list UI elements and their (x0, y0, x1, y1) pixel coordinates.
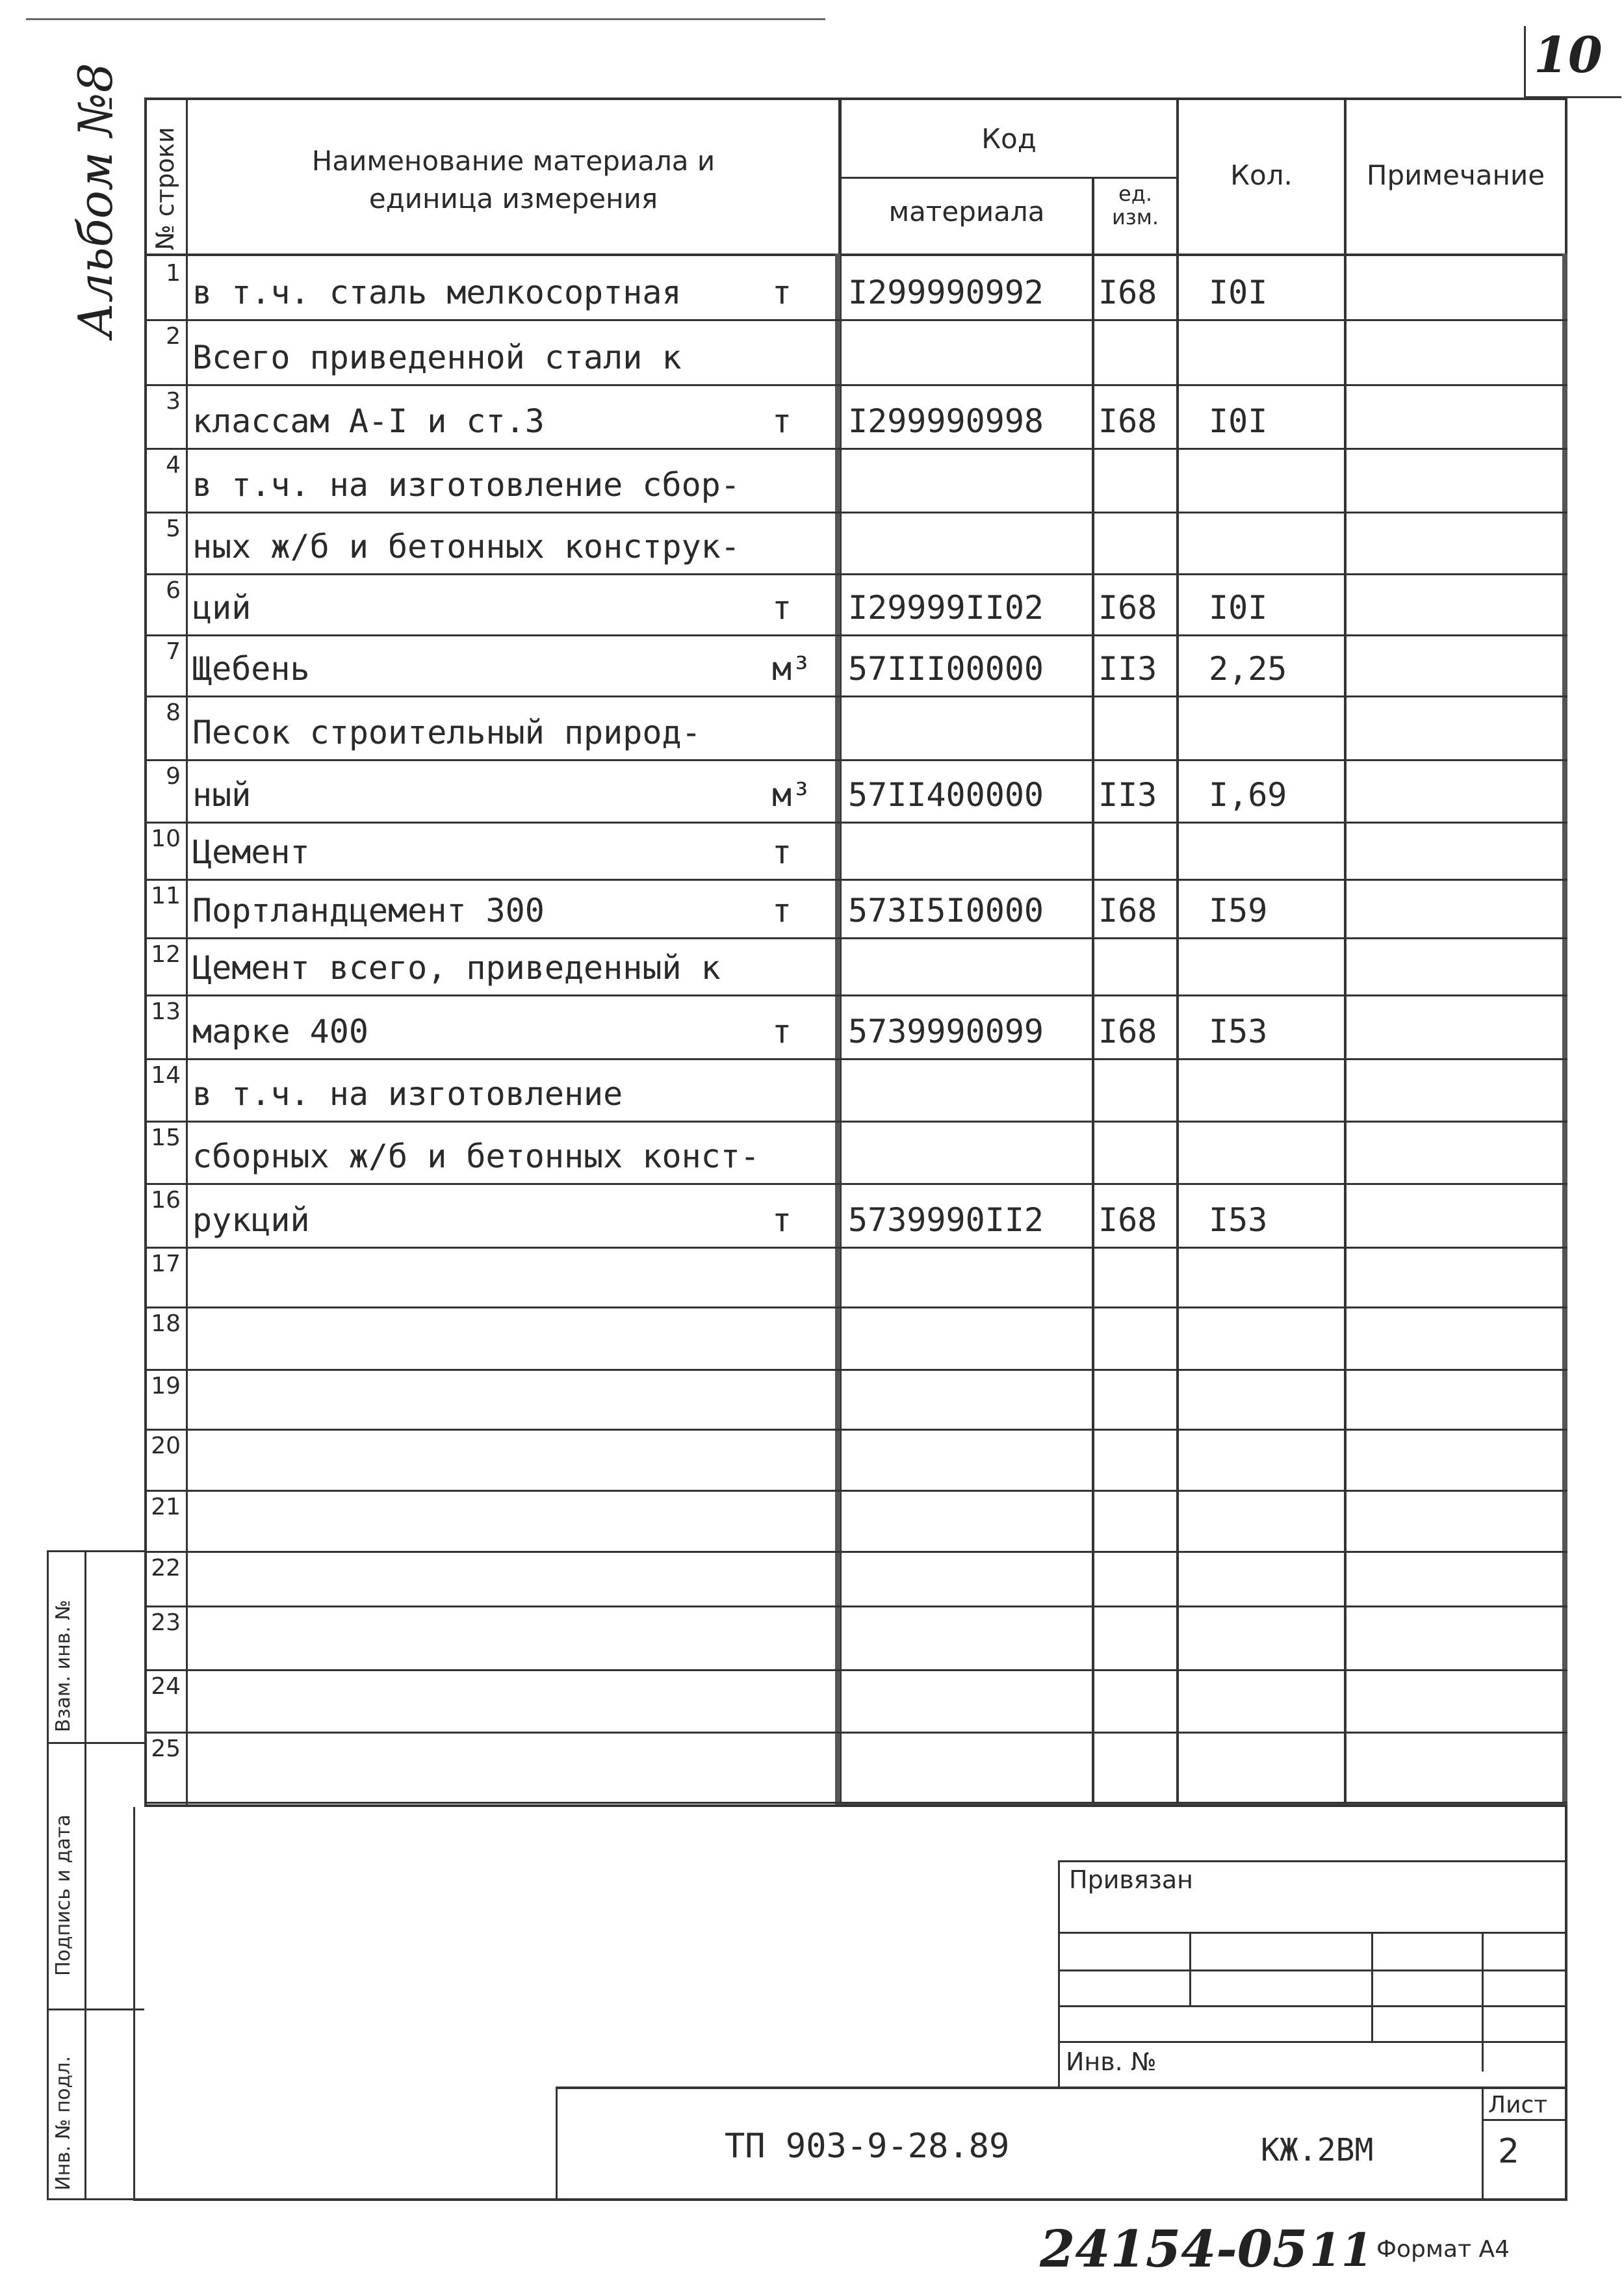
table-row (0, 512, 1624, 573)
row-code: 573I5I0000 (848, 892, 1044, 930)
table-row (0, 879, 1624, 937)
row-unit: т (772, 274, 792, 311)
inv-no-label: Инв. № (1066, 2048, 1157, 2076)
row-number: 6 (166, 577, 181, 604)
table-row (0, 256, 1624, 319)
table-row (0, 1429, 1624, 1490)
main-stamp-top (556, 2086, 1567, 2089)
side-podpis: Подпись и дата (52, 1814, 75, 1976)
side-sep2 (47, 2008, 144, 2010)
priv-grid-v3 (1482, 1932, 1484, 2072)
row-name: Цемент всего, приведенный к (192, 949, 721, 987)
header-rownum: № строки (151, 127, 179, 250)
row-ed: I68 (1098, 402, 1157, 440)
sheet-label: Лист (1488, 2092, 1548, 2118)
sheet-sep-h (1482, 2119, 1567, 2121)
row-code: I299990992 (848, 274, 1044, 311)
header-unit-line2: изм. (1111, 205, 1159, 229)
row-name: сборных ж/б и бетонных конст- (192, 1138, 760, 1175)
side-outer-left (47, 1550, 49, 2200)
table-row (0, 937, 1624, 994)
tb-left (133, 1807, 135, 2200)
row-code: 57III00000 (848, 650, 1044, 688)
priv-grid-h4 (1058, 2041, 1567, 2043)
row-qty: I0I (1209, 274, 1268, 311)
row-number: 14 (151, 1062, 181, 1089)
row-ed: I68 (1098, 1013, 1157, 1050)
top-rule (26, 18, 825, 20)
row-name: Щебень (192, 650, 310, 688)
row-name: Песок строительный природ- (192, 714, 701, 751)
row-number: 25 (151, 1736, 181, 1762)
row-name: Всего приведенной стали к (192, 339, 682, 376)
row-name: рукций (192, 1201, 310, 1239)
row-unit: т (772, 892, 792, 930)
side-vzam: Взам. инв. № (52, 1600, 75, 1732)
row-number: 2 (166, 323, 181, 350)
header-qty: Кол. (1230, 159, 1293, 191)
row-ed: I68 (1098, 1201, 1157, 1239)
row-number: 7 (166, 638, 181, 665)
row-qty: I53 (1209, 1201, 1268, 1239)
row-qty: I,69 (1209, 776, 1287, 814)
table-row (0, 573, 1624, 634)
row-ed: I68 (1098, 274, 1157, 311)
row-unit: м³ (772, 776, 812, 814)
side-inner (84, 1550, 86, 2200)
table-row (0, 1247, 1624, 1306)
row-number: 17 (151, 1251, 181, 1277)
table-row (0, 1606, 1624, 1669)
row-ed: I68 (1098, 892, 1157, 930)
frame-top (144, 98, 1567, 100)
main-stamp-left (556, 2086, 558, 2200)
row-name: классам А-I и ст.3 (192, 402, 545, 440)
page-number: 10 (1534, 26, 1603, 84)
table-row (0, 696, 1624, 759)
tb-right (1565, 1807, 1567, 2200)
row-number: 3 (166, 388, 181, 415)
side-top (47, 1550, 144, 1552)
row-qty: I0I (1209, 589, 1268, 627)
row-name: Портландцемент 300 (192, 892, 545, 930)
table-row (0, 448, 1624, 512)
row-number: 4 (166, 452, 181, 478)
header-note: Примечание (1366, 159, 1545, 191)
table-row (0, 1490, 1624, 1551)
priv-grid-v2 (1371, 1932, 1373, 2042)
priv-grid-v1 (1189, 1932, 1191, 2007)
row-qty: I53 (1209, 1013, 1268, 1050)
row-unit: т (772, 589, 792, 627)
side-sep1 (47, 1742, 144, 1744)
table-row (0, 822, 1624, 879)
row-name: в т.ч. сталь мелкосортная (192, 274, 682, 311)
row-unit: т (772, 402, 792, 440)
priv-grid-h3 (1058, 2005, 1567, 2007)
table-row (0, 634, 1624, 696)
priv-box-top (1058, 1860, 1567, 1862)
row-number: 15 (151, 1124, 181, 1151)
table-row (0, 1183, 1624, 1247)
row-code: 5739990II2 (848, 1201, 1044, 1239)
row-number: 16 (151, 1187, 181, 1214)
row-name: ных ж/б и бетонных конструк- (192, 528, 740, 566)
row-qty: 2,25 (1209, 650, 1287, 688)
priv-grid-h1 (1058, 1932, 1567, 1934)
table-row (0, 1732, 1624, 1802)
sheet-number: 2 (1498, 2132, 1520, 2171)
footer-handwritten-sheet: 11 (1309, 2223, 1373, 2277)
row-number: 19 (151, 1373, 181, 1399)
row-ed: I68 (1098, 589, 1157, 627)
row-ed: II3 (1098, 650, 1157, 688)
row-name: Цемент (192, 833, 310, 871)
header-name-line1: Наименование материала и (311, 145, 715, 177)
row-unit: т (772, 1013, 792, 1050)
row-number: 11 (151, 883, 181, 909)
table-row (0, 319, 1624, 384)
row-number: 8 (166, 699, 181, 726)
row-code: I299990998 (848, 402, 1044, 440)
table-row (0, 1058, 1624, 1121)
row-number: 10 (151, 826, 181, 852)
priv-box-left (1058, 1860, 1060, 2089)
tb-bottom (133, 2198, 1567, 2201)
table-row (0, 1551, 1624, 1606)
row-number: 12 (151, 941, 181, 968)
row-name: в т.ч. на изготовление сбор- (192, 466, 740, 504)
row-unit: т (772, 1201, 792, 1239)
table-row (0, 1121, 1624, 1183)
table-row (0, 994, 1624, 1058)
row-number: 13 (151, 998, 181, 1025)
row-name: марке 400 (192, 1013, 368, 1050)
header-code-material: материала (888, 196, 1045, 228)
code-header-split (838, 177, 1178, 179)
sheet-sep-v (1482, 2086, 1484, 2200)
row-number: 23 (151, 1609, 181, 1636)
table-row (0, 1369, 1624, 1429)
row-name: в т.ч. на изготовление (192, 1075, 623, 1113)
row-unit: т (772, 833, 792, 871)
row-code: 57II400000 (848, 776, 1044, 814)
row-unit: м³ (772, 650, 812, 688)
footer-handwritten-number: 24154-05 (1040, 2220, 1308, 2279)
row-number: 22 (151, 1555, 181, 1581)
privyazan-label: Привязан (1069, 1866, 1193, 1894)
doc-code: ТП 903-9-28.89 (725, 2127, 1010, 2166)
doc-mark: КЖ.2ВМ (1261, 2132, 1374, 2168)
row-number: 5 (166, 515, 181, 542)
page-number-rule-v (1524, 26, 1526, 98)
row-number: 20 (151, 1433, 181, 1459)
row-number: 9 (166, 763, 181, 790)
row-separator (144, 1802, 1567, 1804)
priv-grid-h2 (1058, 1970, 1567, 1971)
row-number: 21 (151, 1494, 181, 1520)
header-name-line2: единица измерения (368, 183, 658, 214)
row-name: ный (192, 776, 251, 814)
header-unit-line1: ед. (1118, 181, 1152, 206)
row-number: 1 (166, 260, 181, 287)
table-row (0, 1306, 1624, 1369)
tb-top (144, 1804, 1567, 1807)
footer-format: Формат А4 (1376, 2236, 1510, 2263)
row-name: ций (192, 589, 251, 627)
table-row (0, 384, 1624, 448)
row-number: 18 (151, 1310, 181, 1337)
row-number: 24 (151, 1673, 181, 1700)
side-bottom (47, 2198, 144, 2200)
row-code: I29999II02 (848, 589, 1044, 627)
row-code: 5739990099 (848, 1013, 1044, 1050)
row-qty: I0I (1209, 402, 1268, 440)
side-inv: Инв. № подл. (52, 2056, 75, 2190)
table-row (0, 759, 1624, 822)
header-code: Код (981, 123, 1037, 155)
table-row (0, 1669, 1624, 1732)
album-label: Альбом №8 (68, 62, 123, 338)
row-ed: II3 (1098, 776, 1157, 814)
row-qty: I59 (1209, 892, 1268, 930)
